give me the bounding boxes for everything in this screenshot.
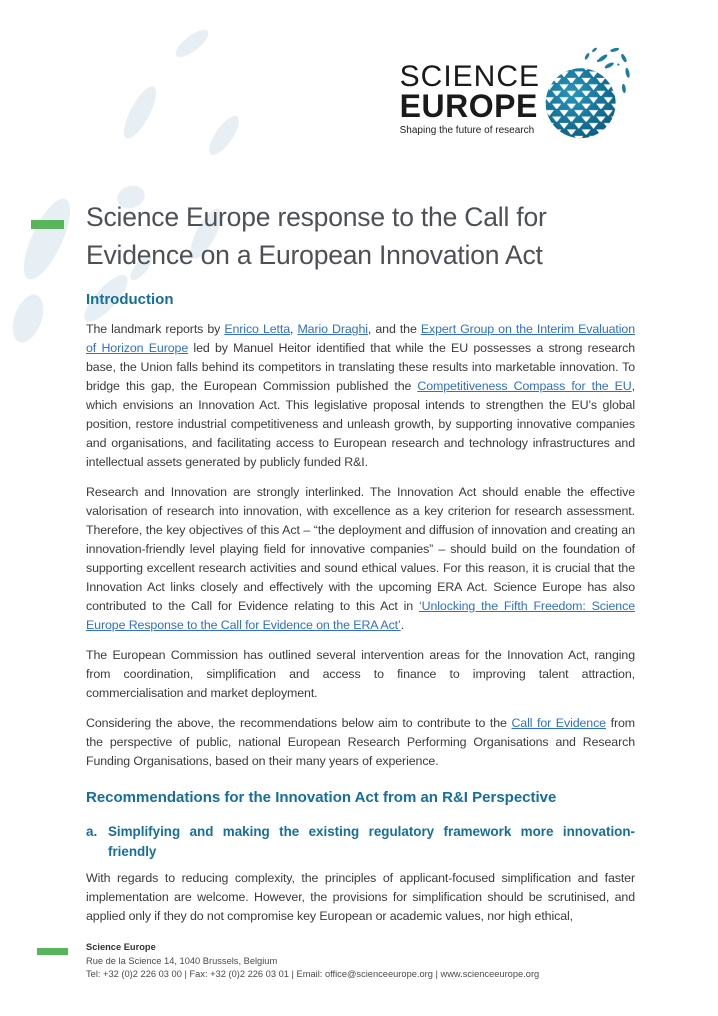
intro-paragraph-2	[86, 483, 635, 635]
inline-link[interactable]: Mario Draghi	[297, 322, 368, 336]
page-title-line1: Science Europe response to the Call for	[86, 202, 547, 232]
science-europe-logo	[400, 56, 634, 149]
logo-word-science: SCIENCE	[399, 60, 540, 93]
leaf-decoration	[118, 82, 162, 142]
text-run: , which envisions an Innovation Act. This legislative proposal intends to strengthen the EU’s global position, restore industrial competitiveness and unleash growth, by supporting innovative companies and organisations, and facilitating access to European research and technology infrastructures and intellectual assets generated by publicly funded R&I.	[86, 379, 635, 469]
inline-link[interactable]: Call for Evidence	[511, 716, 606, 730]
page-title-line2: Evidence on a European Innovation Act	[86, 240, 543, 270]
intro-paragraph-1	[86, 320, 635, 472]
leaf-decoration	[172, 25, 213, 61]
footer-accent-bar	[37, 948, 68, 955]
subsection-a-heading	[86, 822, 635, 861]
text-run: The landmark reports by	[86, 322, 225, 336]
text-run: Research and Innovation are strongly interlinked. The Innovation Act should enable the effective valorisation of research into innovation, with excellence as a key criterion for research assessment. Therefore, the key objectives of this Act – “the deployment and diffusion of innovation and creating an innovation-friendly level playing field for innovative companies” – should build on the foundation of supporting excellent research activities and sound ethical values. For this reason, it is crucial that the Innovation Act links closely and effectively with the upcoming ERA Act. Science Europe has also contributed to the Call for Evidence relating to this Act in	[86, 485, 635, 613]
leaf-decoration	[7, 290, 49, 346]
footer-contact: Tel: +32 (0)2 226 03 00 | Fax: +32 (0)2 226 03 01 | Email: office@scienceeurope.org | www.scienceeurope.org	[86, 969, 540, 979]
introduction-heading: Introduction	[86, 291, 174, 308]
text-run: The European Commission has outlined several intervention areas for the Innovation Act, ranging from coordination, simplification and access to finance to improving talent attraction, commercialisation and market deployment.	[86, 648, 635, 700]
inline-link[interactable]: Enrico Letta	[224, 322, 290, 336]
footer-org-name: Science Europe	[86, 942, 156, 952]
page-footer	[86, 941, 646, 982]
logo-wordmark	[400, 62, 540, 136]
intro-paragraph-4	[86, 714, 635, 771]
intro-paragraph-3	[86, 646, 635, 703]
title-accent-bar	[31, 220, 64, 229]
inline-link[interactable]: Competitiveness Compass for the EU	[417, 379, 632, 393]
leaf-decoration	[204, 112, 244, 159]
logo-tagline: Shaping the future of research	[399, 125, 535, 136]
inline-link[interactable]: ‘Unlocking the Fifth Freedom: Science Europe Response to the Call for Evidence on the ERA Act’	[86, 599, 635, 632]
document-body	[86, 198, 635, 937]
text-run: led by Manuel Heitor identified that while the EU possesses a strong research base, the Union falls behind its competitors in translating these results into marketable innovation. To bridge this gap, the European Commission published the	[86, 341, 635, 393]
text-run: .	[400, 618, 405, 632]
subsection-a-title: Simplifying and making the existing regulatory framework more innovation-friendly	[108, 824, 635, 859]
logo-word-europe: EUROPE	[399, 88, 538, 124]
recommendations-paragraph	[86, 869, 635, 926]
text-run: With regards to reducing complexity, the principles of applicant-focused simplification and faster implementation are welcome. However, the provisions for simplification should be scrutinised, and applied only if they do not compromise key European or academic values, nor high ethical,	[86, 871, 635, 923]
footer-address: Rue de la Science 14, 1040 Brussels, Belgium	[86, 955, 278, 966]
text-run: ,	[290, 322, 298, 336]
text-run: , and the	[367, 322, 421, 336]
leaf-decoration	[15, 193, 79, 285]
recommendations-heading: Recommendations for the Innovation Act from an R&I Perspective	[86, 789, 557, 806]
text-run: Considering the above, the recommendations below aim to contribute to the	[86, 716, 512, 730]
geodesic-sphere-icon	[542, 44, 634, 149]
text-run: from the perspective of public, national European Research Performing Organisations and Research Funding Organisations, based on their many years of experience.	[86, 716, 635, 768]
page-title	[86, 198, 635, 274]
subsection-a-label: a.	[86, 824, 98, 839]
inline-link[interactable]: Expert Group on the Interim Evaluation of Horizon Europe	[86, 322, 635, 355]
